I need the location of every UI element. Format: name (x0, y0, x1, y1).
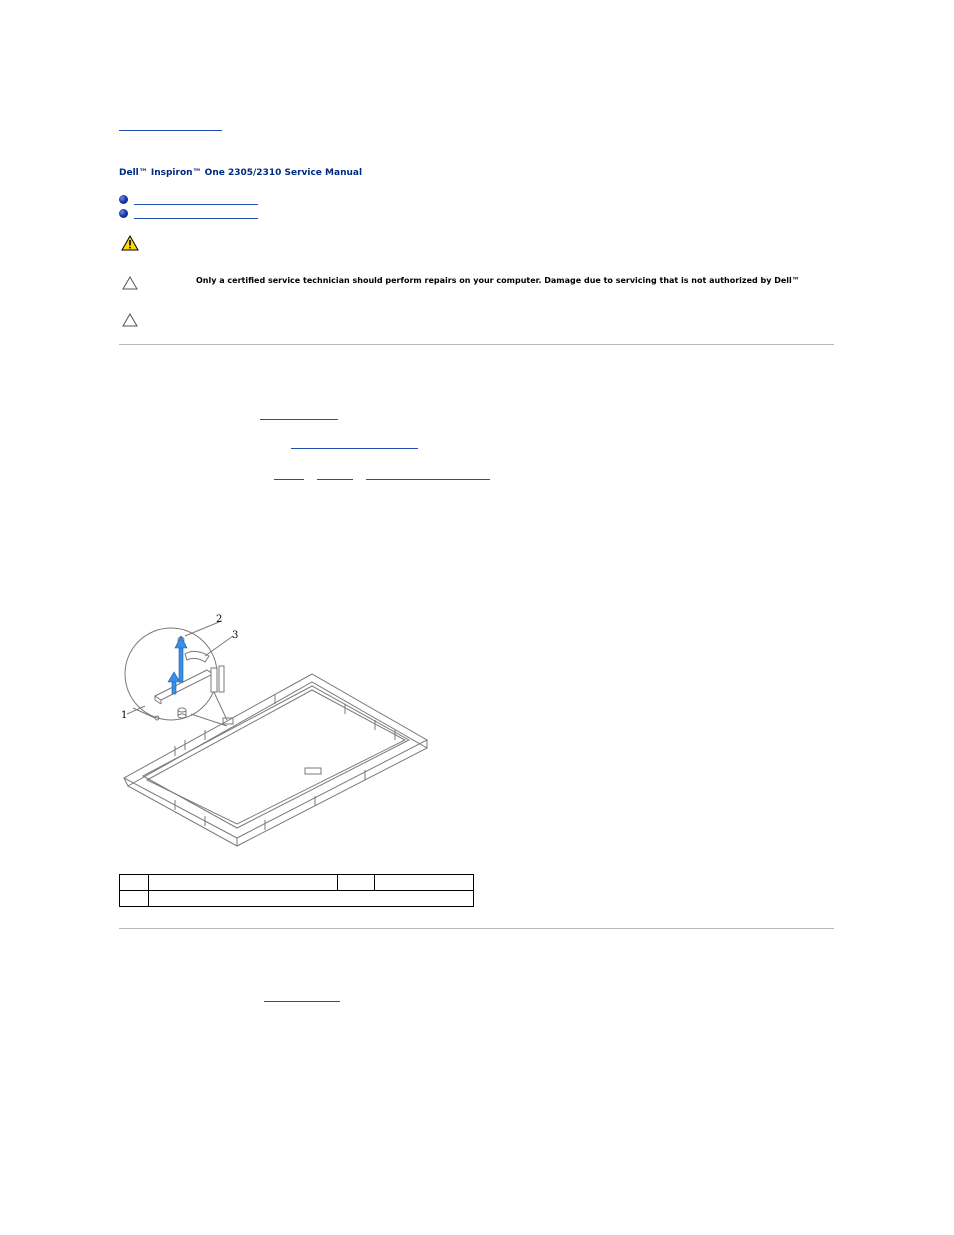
table-row (120, 891, 474, 907)
table-cell (149, 891, 474, 907)
callout-3: 3 (232, 630, 239, 641)
callout-table (119, 874, 474, 907)
callout-2: 2 (216, 614, 223, 625)
step-link[interactable] (317, 479, 353, 480)
bullet-icon (119, 195, 128, 204)
section-divider (119, 928, 834, 929)
step-link[interactable] (260, 419, 338, 420)
table-cell (120, 891, 149, 907)
caution-icon (122, 313, 138, 327)
warning-icon (121, 235, 139, 251)
table-cell (149, 875, 338, 891)
toc-link-removing[interactable] (134, 204, 258, 205)
step-link[interactable] (366, 479, 490, 480)
callout-1: 1 (121, 710, 128, 721)
step-link[interactable] (274, 479, 304, 480)
section-divider (119, 344, 834, 345)
caution-text: Only a certified service technician should perform repairs on your computer. Damage due to servicing that is not authorized by Dell™ (196, 276, 800, 285)
table-row (120, 875, 474, 891)
table-cell (338, 875, 375, 891)
bezel-illustration (115, 610, 435, 855)
caution-icon (122, 276, 138, 290)
step-link[interactable] (264, 1001, 340, 1002)
bullet-icon (119, 209, 128, 218)
table-cell (375, 875, 474, 891)
toc-link-replacing[interactable] (134, 218, 258, 219)
back-to-contents-link[interactable] (119, 130, 222, 131)
table-cell (120, 875, 149, 891)
manual-title: Dell™ Inspiron™ One 2305/2310 Service Manual (119, 168, 363, 178)
step-link[interactable] (291, 448, 418, 449)
